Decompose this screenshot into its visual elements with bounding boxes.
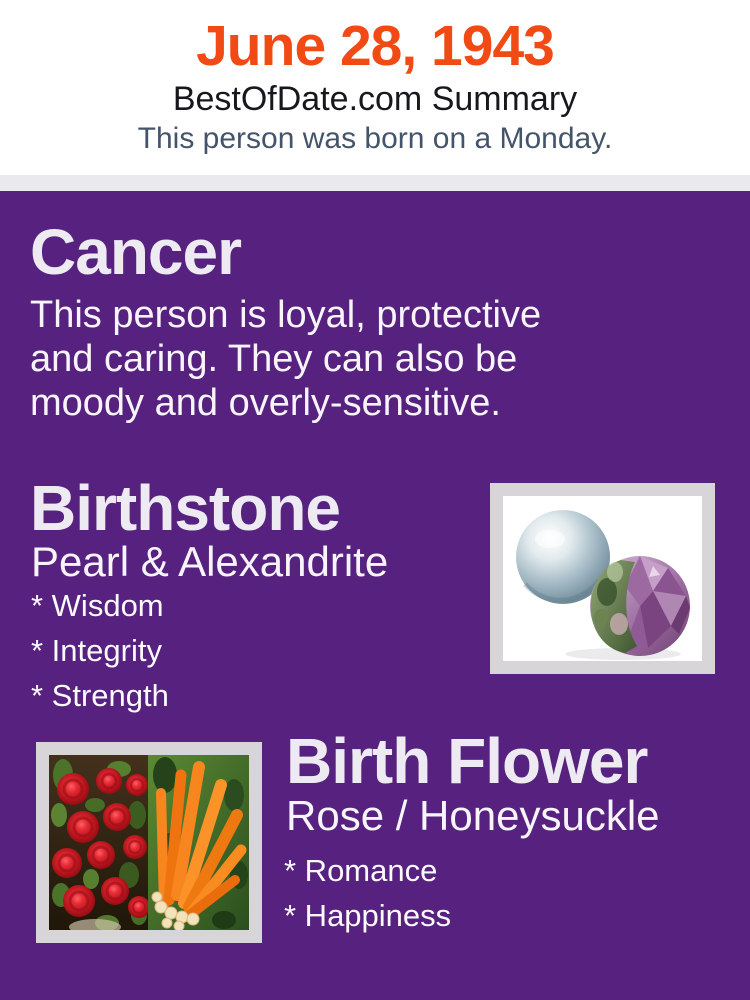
- birth-flower-traits: [284, 848, 451, 938]
- birth-flower-heading: Birth Flower: [286, 725, 648, 797]
- page-header: [0, 0, 750, 175]
- trait-item: * Strength: [31, 678, 169, 713]
- weekday-line: This person was born on a Monday.: [137, 122, 613, 155]
- birth-flower-names: Rose / Honeysuckle: [286, 792, 660, 839]
- trait-item: * Wisdom: [31, 588, 164, 623]
- pearl-and-alexandrite-image: [503, 496, 702, 661]
- zodiac-description-line: moody and overly-sensitive.: [30, 382, 501, 424]
- birthstone-photo: [490, 483, 715, 674]
- birth-flower-photo: [36, 742, 262, 943]
- zodiac-heading: Cancer: [30, 216, 241, 288]
- roses-graphic: [49, 755, 150, 930]
- trait-item: * Integrity: [31, 633, 162, 668]
- trait-item: * Happiness: [284, 898, 452, 933]
- divider-bar: [0, 175, 750, 191]
- zodiac-description-line: and caring. They can also be: [30, 338, 518, 380]
- birthstone-traits: [31, 583, 169, 718]
- site-title: BestOfDate.com Summary: [172, 80, 578, 118]
- birthstone-names: Pearl & Alexandrite: [31, 538, 389, 585]
- alexandrite-graphic: [590, 556, 690, 656]
- trait-item: * Romance: [284, 853, 438, 888]
- rose-and-honeysuckle-image: [49, 755, 249, 930]
- date-title: June 28, 1943: [196, 14, 554, 78]
- purple-panel: [0, 191, 750, 1000]
- zodiac-description-line: This person is loyal, protective: [30, 294, 542, 336]
- birthstone-heading: Birthstone: [30, 472, 340, 544]
- zodiac-description: [30, 293, 541, 425]
- honeysuckle-graphic: [148, 755, 249, 930]
